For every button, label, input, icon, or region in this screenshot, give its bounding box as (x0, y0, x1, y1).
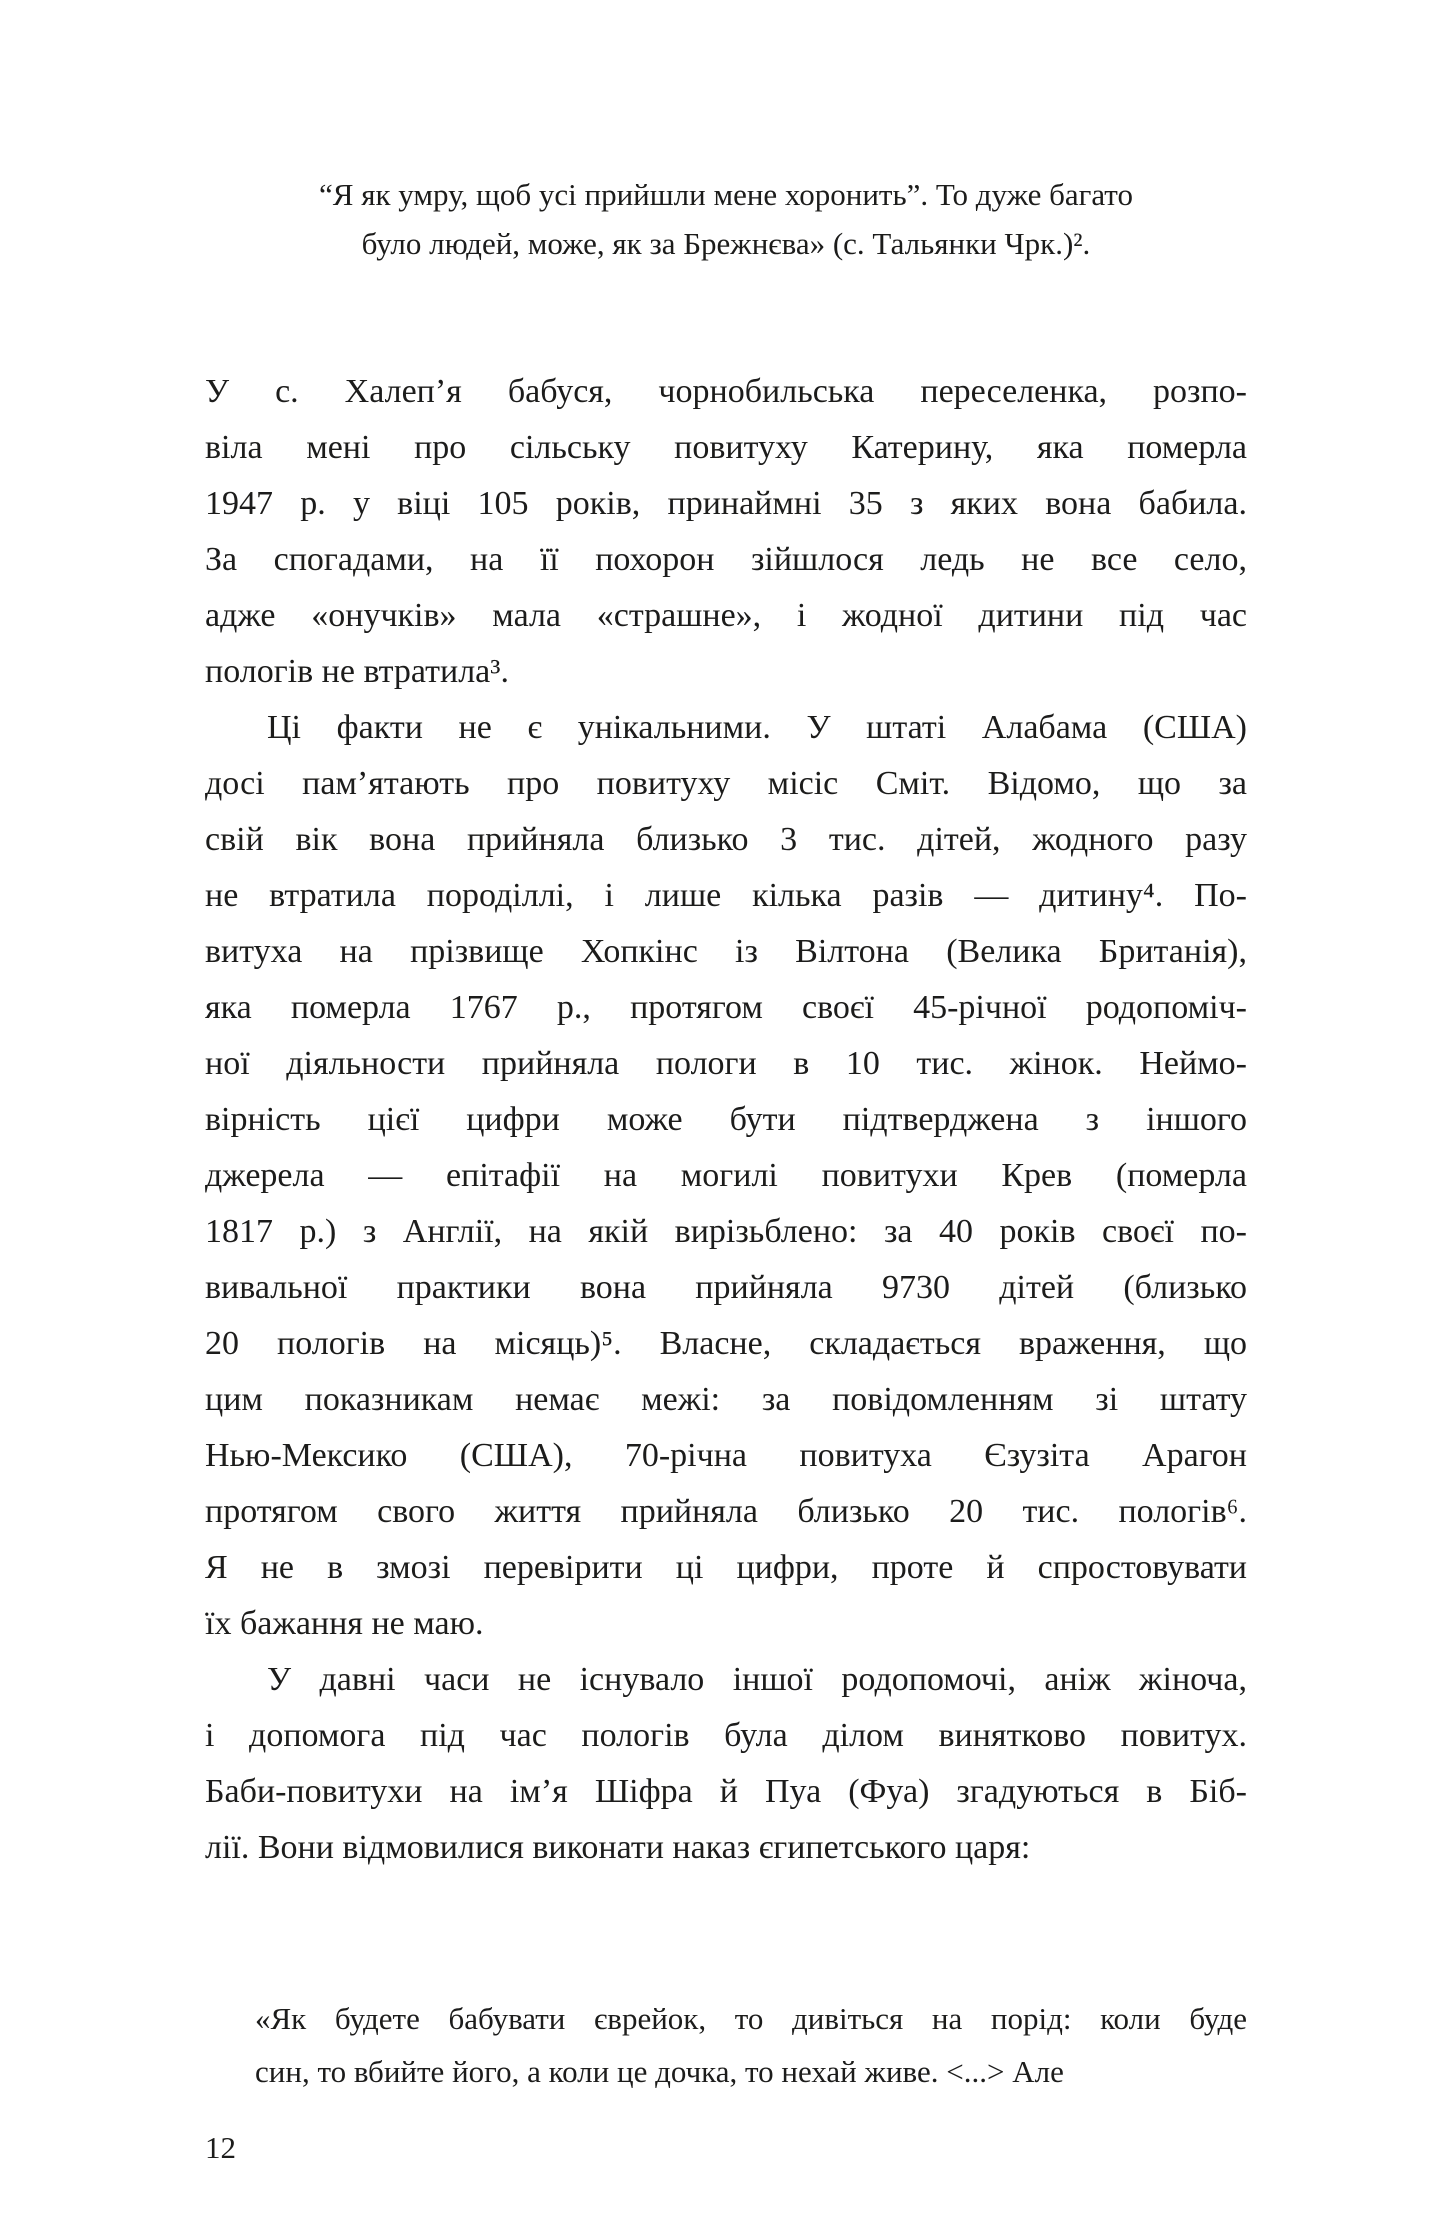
text-line: і допомога під час пологів була ділом винятково повитух. (205, 1717, 1247, 1754)
blockquote-line: «Як будете бабувати єврейок, то дивіться на порід: коли буде (255, 2001, 1247, 2036)
page-number: 12 (205, 2130, 236, 2165)
paragraph (205, 364, 1247, 700)
paragraph (205, 1652, 1247, 1876)
text-line: Я не в змозі перевірити ці цифри, проте й спростовувати (205, 1549, 1247, 1586)
text-line: 20 пологів на місяць)⁵. Власне, складається враження, що (205, 1325, 1247, 1362)
text-line: витуха на прізвище Хопкінс із Вілтона (Велика Британія), (205, 933, 1247, 970)
text-line: джерела — епітафії на могилі повитухи Крев (померла (205, 1157, 1247, 1194)
text-line: вивальної практики вона прийняла 9730 дітей (близько (205, 1269, 1247, 1306)
text-line: ної діяльности прийняла пологи в 10 тис. жінок. Неймо- (205, 1045, 1247, 1082)
blockquote-line: син, то вбийте його, а коли це дочка, то нехай живе. <...> Але (255, 2054, 1064, 2089)
text-line: Нью-Мексико (США), 70-річна повитуха Єзузіта Арагон (205, 1437, 1247, 1474)
text-line: У давні часи не існувало іншої родопомочі, аніж жіноча, (267, 1661, 1247, 1698)
text-line: вірність цієї цифри може бути підтверджена з іншого (205, 1101, 1247, 1138)
text-line: свій вік вона прийняла близько 3 тис. дітей, жодного разу (205, 821, 1247, 858)
text-line: пологів не втратила³. (205, 653, 509, 690)
blockquote (255, 1992, 1247, 2098)
paragraph (205, 700, 1247, 1652)
text-line: віла мені про сільську повитуху Катерину, яка померла (205, 429, 1247, 466)
text-line: їх бажання не маю. (205, 1605, 484, 1642)
text-line: 1817 р.) з Англії, на якій вирізьблено: за 40 років своєї по- (205, 1213, 1247, 1250)
text-line: 1947 р. у віці 105 років, принаймні 35 з яких вона бабила. (205, 485, 1247, 522)
text-line: не втратила породіллі, і лише кілька разів — дитину⁴. По- (205, 877, 1247, 914)
text-line: У с. Халеп’я бабуся, чорнобильська переселенка, розпо- (205, 373, 1247, 410)
text-line: лії. Вони відмовилися виконати наказ єгипетського царя: (205, 1829, 1031, 1866)
text-line: цим показникам немає межі: за повідомленням зі штату (205, 1381, 1247, 1418)
text-line: яка померла 1767 р., протягом своєї 45-річної родопоміч- (205, 989, 1247, 1026)
text-line: Ці факти не є унікальними. У штаті Алабама (США) (267, 709, 1247, 746)
text-line: досі пам’ятають про повитуху місіс Сміт. Відомо, що за (205, 765, 1247, 802)
text-line: За спогадами, на її похорон зійшлося ледь не все село, (205, 541, 1247, 578)
epigraph-line: “Я як умру, щоб усі прийшли мене хоронить”. То дуже багато (319, 177, 1133, 212)
text-line: адже «онучків» мала «страшне», і жодної дитини під час (205, 597, 1247, 634)
epigraph-quote (225, 170, 1227, 268)
epigraph-line: було людей, може, як за Брежнєва» (с. Тальянки Чрк.)². (361, 226, 1091, 261)
text-line: Баби-повитухи на ім’я Шіфра й Пуа (Фуа) згадуються в Біб- (205, 1773, 1247, 1810)
text-line: протягом свого життя прийняла близько 20 тис. пологів⁶. (205, 1493, 1247, 1530)
